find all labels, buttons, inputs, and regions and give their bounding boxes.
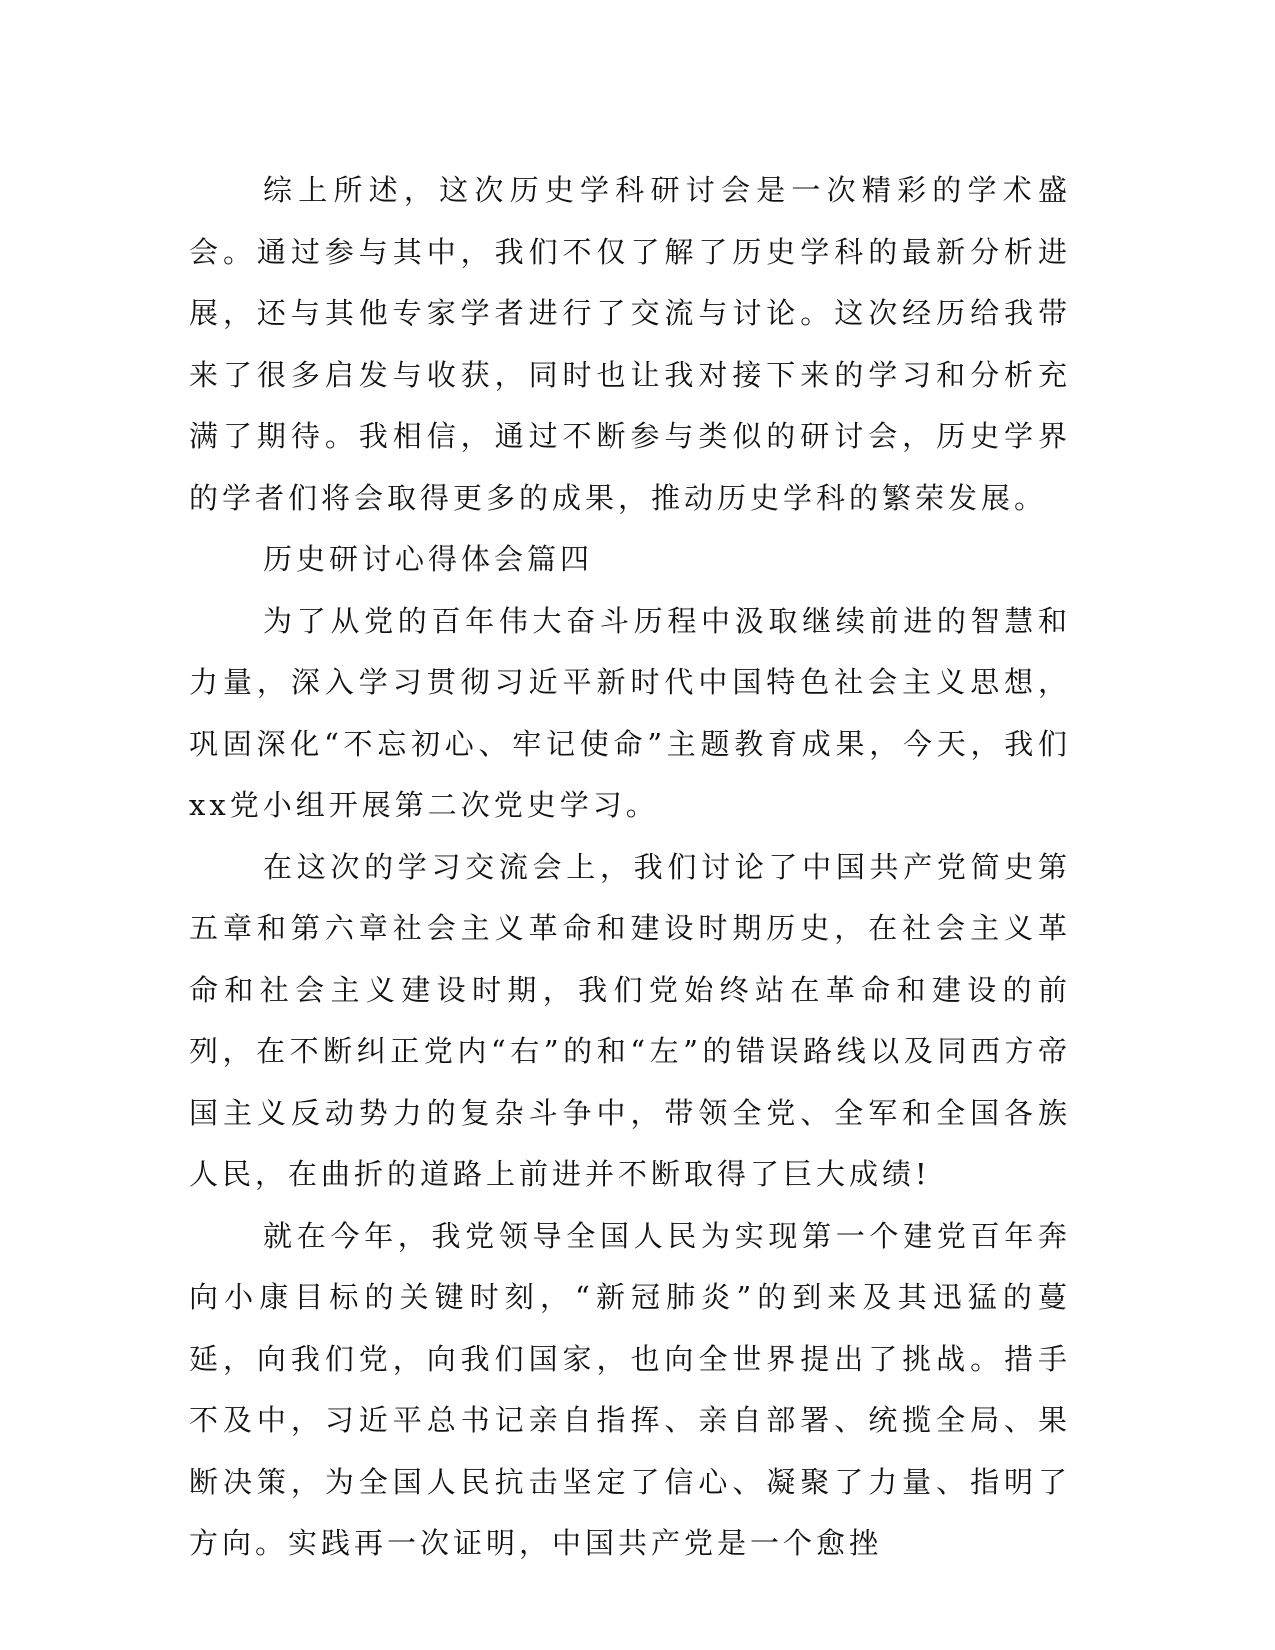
document-body [189,160,1071,1575]
paragraph-summary: 综上所述，这次历史学科研讨会是一次精彩的学术盛会。通过参与其中，我们不仅了解了历史学科的最新分析进展，还与其他专家学者进行了交流与讨论。这次经历给我带来了很多启发与收获，同时也让我对接下来的学习和分析充满了期待。我相信，通过不断参与类似的研讨会，历史学界的学者们将会取得更多的成果，推动历史学科的繁荣发展。 [189,173,1071,515]
paragraph-discussion: 在这次的学习交流会上，我们讨论了中国共产党简史第五章和第六章社会主义革命和建设时期历史，在社会主义革命和社会主义建设时期，我们党始终站在革命和建设的前列，在不断纠正党内“右”的和“左”的错误路线以及同西方帝国主义反动势力的复杂斗争中，带领全党、全军和全国各族人民，在曲折的道路上前进并不断取得了巨大成绩! [189,849,1071,1191]
paragraph-pandemic: 就在今年，我党领导全国人民为实现第一个建党百年奔向小康目标的关键时刻，“新冠肺炎”的到来及其迅猛的蔓延，向我们党，向我们国家，也向全世界提出了挑战。措手不及中，习近平总书记亲自指挥、亲自部署、统揽全局、果断决策，为全国人民抗击坚定了信心、凝聚了力量、指明了方向。实践再一次证明，中国共产党是一个愈挫 [189,1218,1071,1560]
section-title: 历史研讨心得体会篇四 [263,542,594,576]
paragraph-intro: 为了从党的百年伟大奋斗历程中汲取继续前进的智慧和力量，深入学习贯彻习近平新时代中国特色社会主义思想，巩固深化“不忘初心、牢记使命”主题教育成果，今天，我们xx党小组开展第二次党史学习。 [189,603,1071,822]
